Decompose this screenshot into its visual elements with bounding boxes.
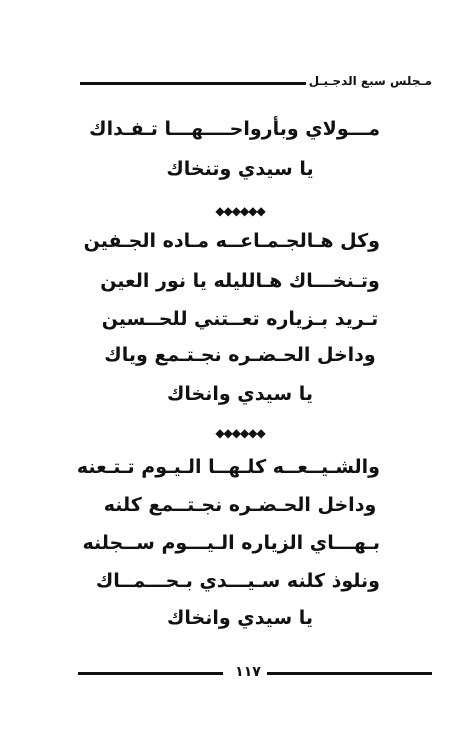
page-header bbox=[80, 74, 432, 94]
verse-line: وداخل الحـضـره نجـتــمع كلنه bbox=[103, 494, 377, 516]
footer-rule-right bbox=[267, 672, 432, 675]
refrain-line: يا سيدي وتنخاك bbox=[166, 158, 314, 180]
header-title: مـجلس سبع الدجـيـل bbox=[308, 74, 432, 88]
verse-line: تـريد بـزياره تعــتني للحــسين bbox=[101, 308, 379, 330]
verse-line: ونلوذ كلنه سـيـــدي بـحـــمــاك bbox=[95, 570, 380, 592]
verse-line: بـهـــاي الزياره الـيـــوم ســجلنه bbox=[82, 532, 380, 554]
verse-line: والشـيــعــه كلـهــا الـيـوم تـتـعنه bbox=[76, 456, 380, 478]
diamond-separator: ◆◆◆◆◆◆ bbox=[215, 204, 265, 218]
verse-line: وكل هـالجـمـاعــه مـاده الجـفين bbox=[83, 230, 380, 252]
verse-line: وتـنخـــاك هـالليله يا نور العين bbox=[100, 270, 380, 292]
page-number: ١١٧ bbox=[235, 664, 261, 680]
verse-line: مـــولاي وبأرواحــــهـــا تـفـداك bbox=[89, 118, 380, 140]
page-footer bbox=[78, 664, 432, 686]
header-rule bbox=[80, 82, 306, 85]
verse-line: وداخل الحـضـره نجـتـمع وياك bbox=[104, 344, 376, 366]
footer-rule-left bbox=[78, 672, 223, 675]
diamond-separator: ◆◆◆◆◆◆ bbox=[215, 426, 265, 440]
refrain-line: يا سيدي وانخاك bbox=[166, 607, 314, 629]
refrain-line: يا سيدي وانخاك bbox=[166, 383, 314, 405]
